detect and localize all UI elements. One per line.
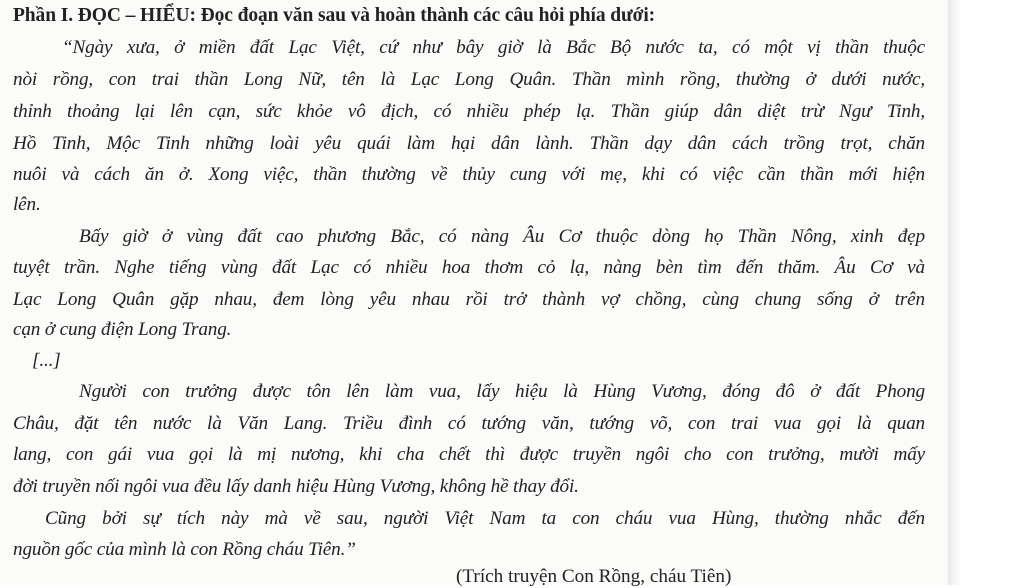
passage-line: nuôi và cách ăn ở. Xong việc, thần thường về thủy cung với mẹ, khi có việc cần thần mới hiện (13, 164, 925, 185)
passage-line: lên. (13, 194, 41, 215)
passage-line: đời truyền nối ngôi vua đều lấy danh hiệu Hùng Vương, không hề thay đổi. (13, 476, 579, 497)
passage-line: nòi rồng, con trai thần Long Nữ, tên là Lạc Long Quân. Thần mình rồng, thường ở dưới nước, (13, 69, 925, 90)
passage-line: thỉnh thoảng lại lên cạn, sức khỏe vô địch, có nhiều phép lạ. Thần giúp dân diệt trừ Ngư Tinh, (13, 101, 925, 122)
passage-line: lang, con gái vua gọi là mị nương, khi cha chết thì được truyền ngôi cho con trưởng, mười mấy (13, 444, 925, 465)
passage-line: Người con trưởng được tôn lên làm vua, lấy hiệu là Hùng Vương, đóng đô ở đất Phong (79, 381, 925, 402)
section-heading: Phần I. ĐỌC – HIỂU: Đọc đoạn văn sau và hoàn thành các câu hỏi phía dưới: (13, 5, 656, 26)
passage-line: nguồn gốc của mình là con Rồng cháu Tiên.” (13, 539, 356, 560)
omission-mark: [...] (32, 350, 61, 371)
passage-line: tuyệt trần. Nghe tiếng vùng đất Lạc có nhiều hoa thơm cỏ lạ, nàng bèn tìm đến thăm. Âu Cơ và (13, 257, 925, 278)
passage-line: cạn ở cung điện Long Trang. (13, 319, 232, 340)
passage-line: Châu, đặt tên nước là Văn Lang. Triều đình có tướng văn, tướng võ, con trai vua gọi là quan (13, 413, 925, 434)
source-citation: (Trích truyện Con Rồng, cháu Tiên) (456, 566, 732, 587)
passage-line: Hồ Tinh, Mộc Tinh những loài yêu quái làm hại dân lành. Thần dạy dân cách trồng trọt, chăn (13, 133, 925, 154)
page-margin (948, 0, 1024, 585)
passage-line: Lạc Long Quân gặp nhau, đem lòng yêu nhau rồi trở thành vợ chồng, cùng chung sống ở trên (13, 289, 925, 310)
passage-line: Cũng bởi sự tích này mà về sau, người Việt Nam ta con cháu vua Hùng, thường nhắc đến (45, 508, 925, 529)
passage-line: “Ngày xưa, ở miền đất Lạc Việt, cứ như bây giờ là Bắc Bộ nước ta, có một vị thần thuộc (62, 37, 925, 58)
passage-line: Bấy giờ ở vùng đất cao phương Bắc, có nàng Âu Cơ thuộc dòng họ Thần Nông, xinh đẹp (79, 226, 925, 247)
